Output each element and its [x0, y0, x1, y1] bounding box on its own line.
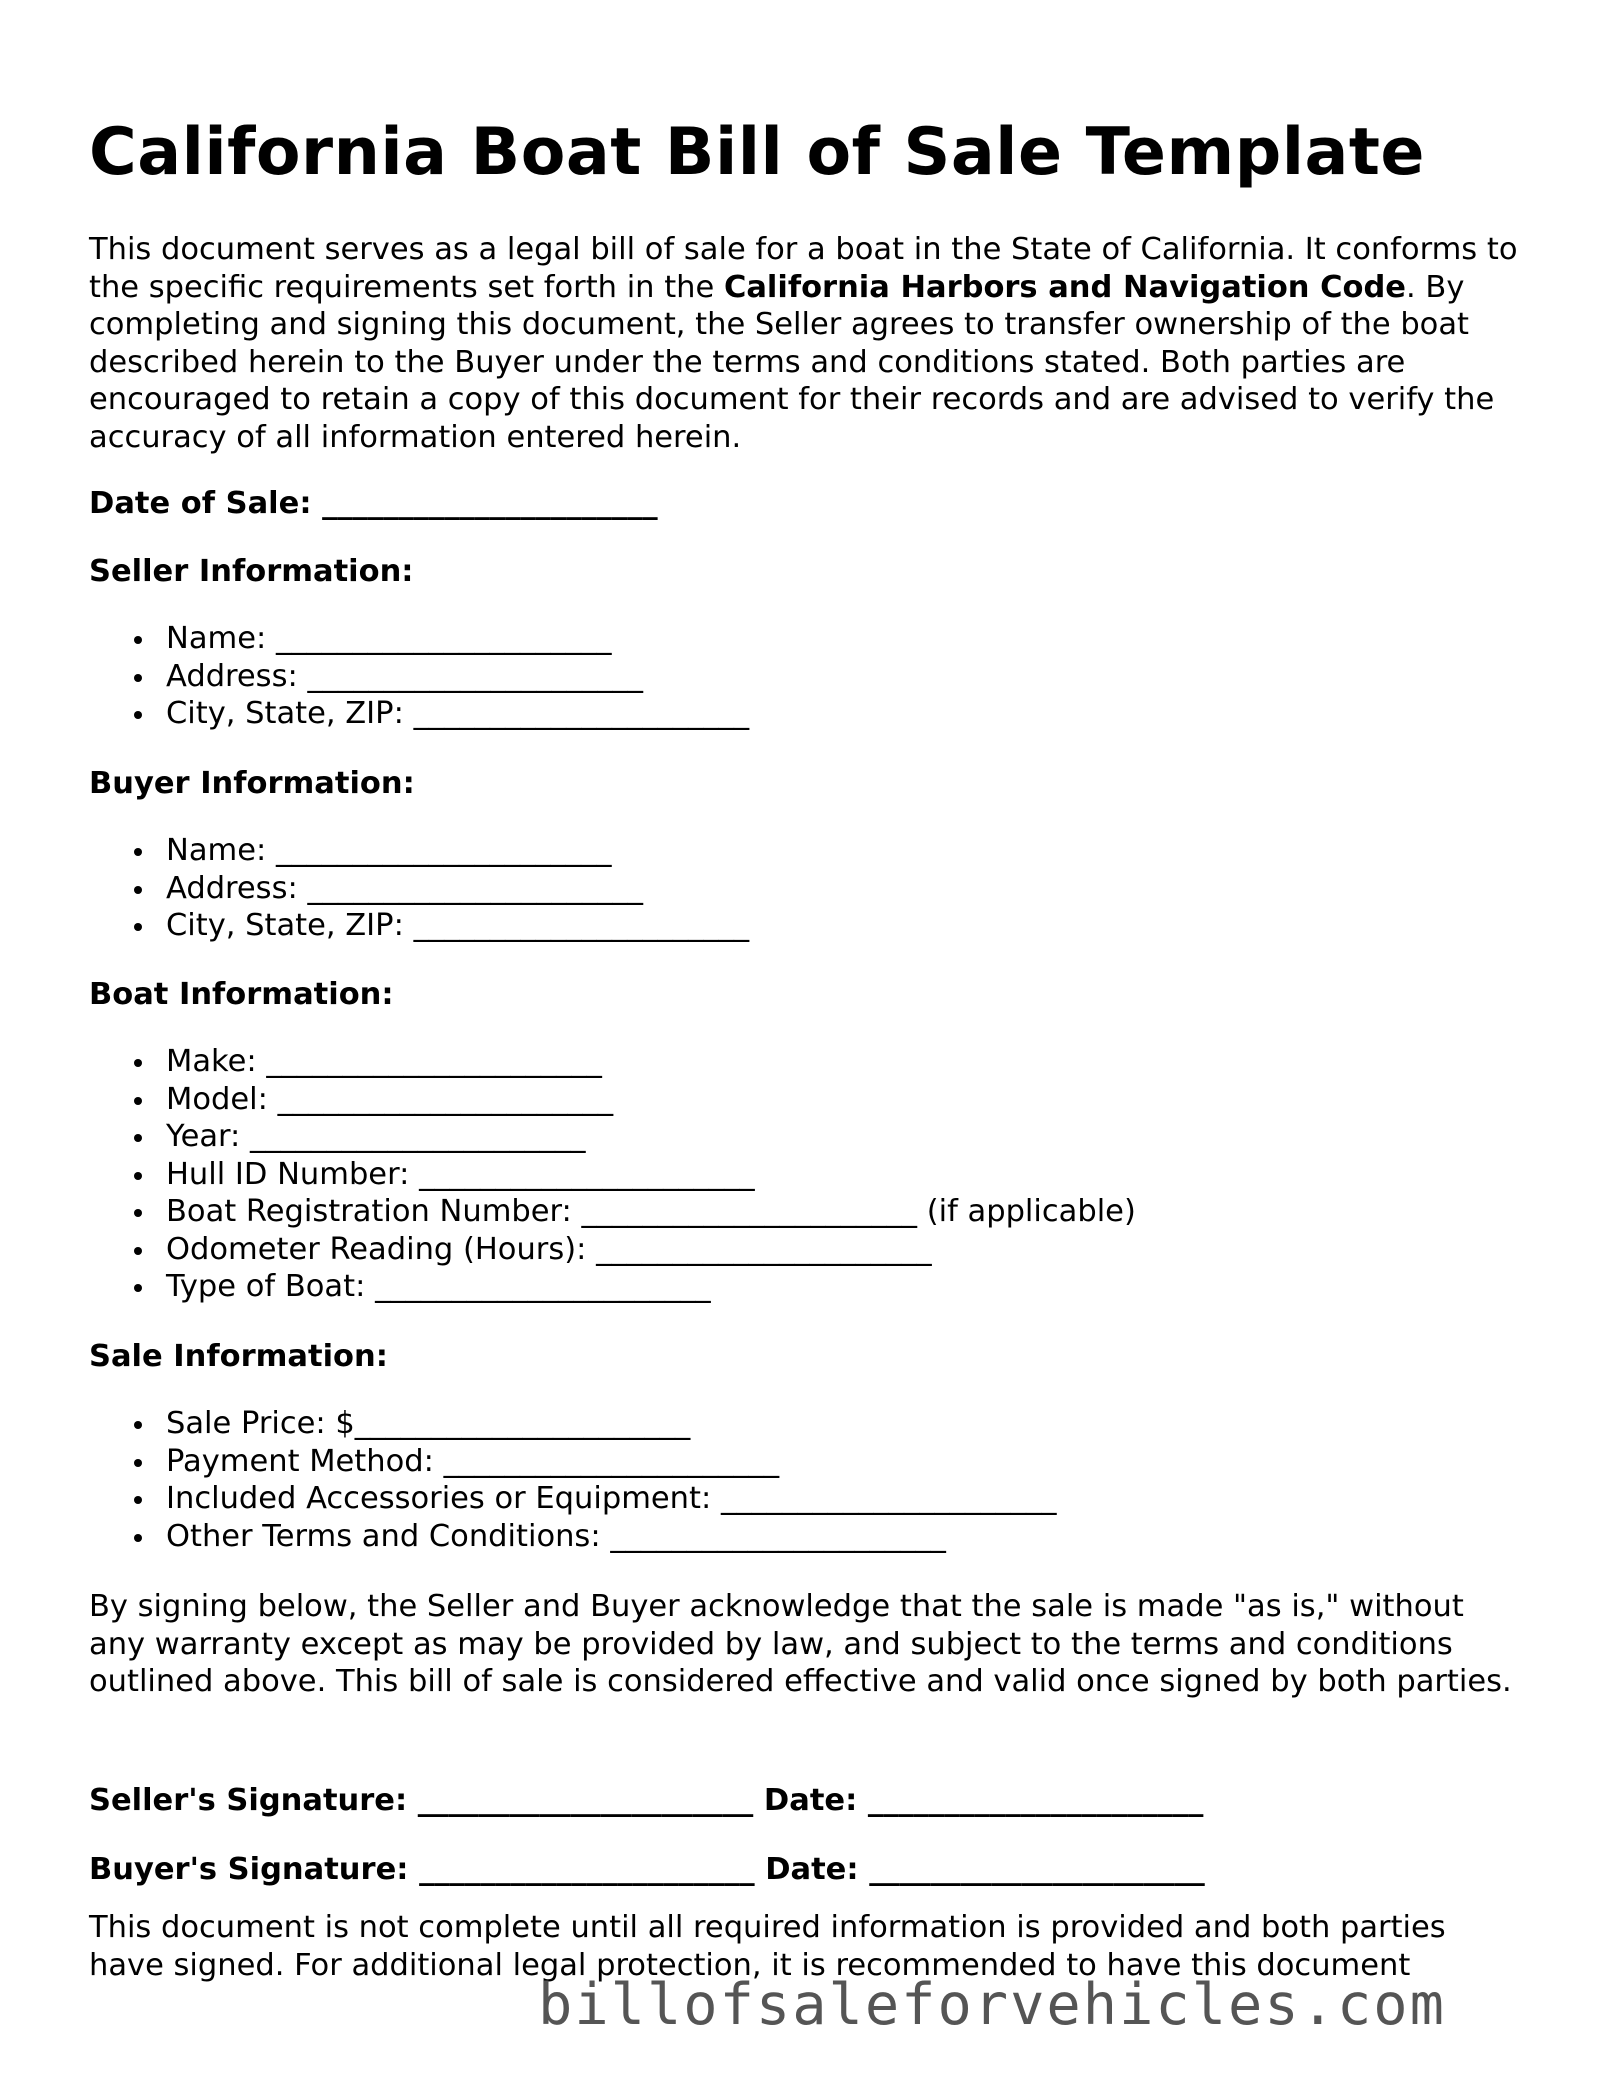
list-item [89, 1443, 1056, 1481]
seller-fields-list [89, 620, 749, 733]
boat-make-label: Make: [166, 1044, 257, 1079]
acknowledgement-paragraph: By signing below, the Seller and Buyer acknowledge that the sale is made "as is," without any warranty except as may be provided by law, and subject to the terms and conditions outlined above. This bill of sale is considered effective and valid once signed by both parties. [89, 1589, 1512, 1699]
accessories-blank[interactable]: ______________________ [720, 1481, 1057, 1516]
registration-number-label: Boat Registration Number: [166, 1194, 572, 1229]
seller-address-label: Address: [166, 658, 298, 694]
seller-city-blank[interactable]: ______________________ [413, 696, 750, 731]
list-item [89, 620, 749, 658]
boat-model-blank[interactable]: ______________________ [277, 1081, 614, 1117]
list-item [89, 1231, 1136, 1269]
seller-heading: Seller Information: [89, 554, 414, 589]
buyer-heading: Buyer Information: [89, 766, 415, 801]
sale-heading: Sale Information: [89, 1339, 388, 1374]
odometer-blank[interactable]: ______________________ [596, 1231, 932, 1267]
footer-note: This document is not complete until all required information is provided and both parties have signed. For additional legal protection, it is recommended to have this document [89, 1910, 1446, 1983]
buyer-city-blank[interactable]: ______________________ [413, 908, 750, 943]
buyer-date-label: Date: [765, 1852, 859, 1887]
registration-note: (if applicable) [926, 1194, 1136, 1229]
buyer-name-blank[interactable]: ______________________ [275, 833, 612, 868]
list-item [89, 1043, 1136, 1081]
boat-model-label: Model: [166, 1081, 268, 1117]
other-terms-blank[interactable]: ______________________ [610, 1518, 946, 1554]
seller-address-blank[interactable]: ______________________ [307, 658, 643, 694]
sale-price-blank[interactable]: ______________________ [354, 1406, 691, 1441]
intro-text-2: . By completing and signing this document, the Seller agrees to transfer ownership of the boat described herein to the Buyer under the terms and conditions stated. Both parties are encouraged to retain a copy of this document for their records and are advised to verify the accuracy of all information entered herein. [89, 269, 1495, 455]
page-title: California Boat Bill of Sale Template [89, 115, 1426, 190]
buyer-date-blank[interactable]: ______________________ [869, 1852, 1205, 1887]
boat-make-blank[interactable]: ______________________ [266, 1044, 602, 1079]
hull-id-blank[interactable]: ______________________ [419, 1156, 755, 1192]
seller-city-label: City, State, ZIP: [166, 696, 404, 731]
intro-paragraph [89, 231, 1529, 456]
boat-year-label: Year: [166, 1119, 241, 1154]
list-item [89, 1405, 1056, 1443]
boat-type-blank[interactable]: ______________________ [375, 1269, 711, 1304]
seller-name-label: Name: [166, 621, 267, 656]
sale-price-label: Sale Price: $ [166, 1406, 355, 1441]
list-item [89, 658, 749, 696]
list-item [89, 1156, 1136, 1194]
buyer-signature-label: Buyer's Signature: [89, 1852, 409, 1887]
seller-signature-label: Seller's Signature: [89, 1783, 408, 1818]
odometer-label: Odometer Reading (Hours): [166, 1231, 587, 1267]
list-item [89, 1118, 1136, 1156]
list-item [89, 870, 749, 908]
seller-signature-blank[interactable]: ______________________ [417, 1783, 754, 1818]
seller-signature-row [89, 1782, 1203, 1820]
list-item [89, 1081, 1136, 1119]
payment-method-label: Payment Method: [166, 1443, 434, 1479]
list-item [89, 832, 749, 870]
date-of-sale-label: Date of Sale: [89, 486, 312, 521]
boat-fields-list [89, 1043, 1136, 1306]
intro-text-1: This document serves as a legal bill of sale for a boat in the State of California. It conforms to the specific requirements set forth in the [89, 232, 1518, 305]
date-of-sale-blank[interactable]: ______________________ [322, 486, 658, 521]
list-item [89, 907, 749, 945]
buyer-city-label: City, State, ZIP: [166, 908, 404, 943]
boat-type-label: Type of Boat: [166, 1269, 366, 1304]
list-item [89, 1480, 1056, 1518]
buyer-signature-blank[interactable]: ______________________ [419, 1852, 755, 1887]
seller-date-blank[interactable]: ______________________ [867, 1783, 1204, 1818]
list-item [89, 1193, 1136, 1231]
hull-id-label: Hull ID Number: [166, 1156, 410, 1192]
buyer-address-label: Address: [166, 870, 298, 906]
accessories-label: Included Accessories or Equipment: [166, 1481, 712, 1516]
sale-fields-list [89, 1405, 1056, 1555]
seller-date-label: Date: [763, 1783, 858, 1818]
list-item [89, 1268, 1136, 1306]
buyer-name-label: Name: [166, 833, 267, 868]
payment-method-blank[interactable]: ______________________ [443, 1443, 780, 1479]
buyer-signature-row [89, 1851, 1205, 1889]
seller-name-blank[interactable]: ______________________ [275, 621, 612, 656]
buyer-address-blank[interactable]: ______________________ [307, 870, 643, 906]
list-item [89, 1518, 1056, 1556]
other-terms-label: Other Terms and Conditions: [166, 1518, 601, 1554]
registration-number-blank[interactable]: ______________________ [581, 1194, 918, 1229]
buyer-fields-list [89, 832, 749, 945]
watermark: billofsaleforvehicles.com [538, 1972, 1446, 2038]
code-name: California Harbors and Navigation Code [723, 269, 1406, 305]
list-item [89, 695, 749, 733]
date-of-sale-row [89, 485, 658, 523]
boat-heading: Boat Information: [89, 977, 394, 1012]
boat-year-blank[interactable]: ______________________ [250, 1119, 586, 1154]
